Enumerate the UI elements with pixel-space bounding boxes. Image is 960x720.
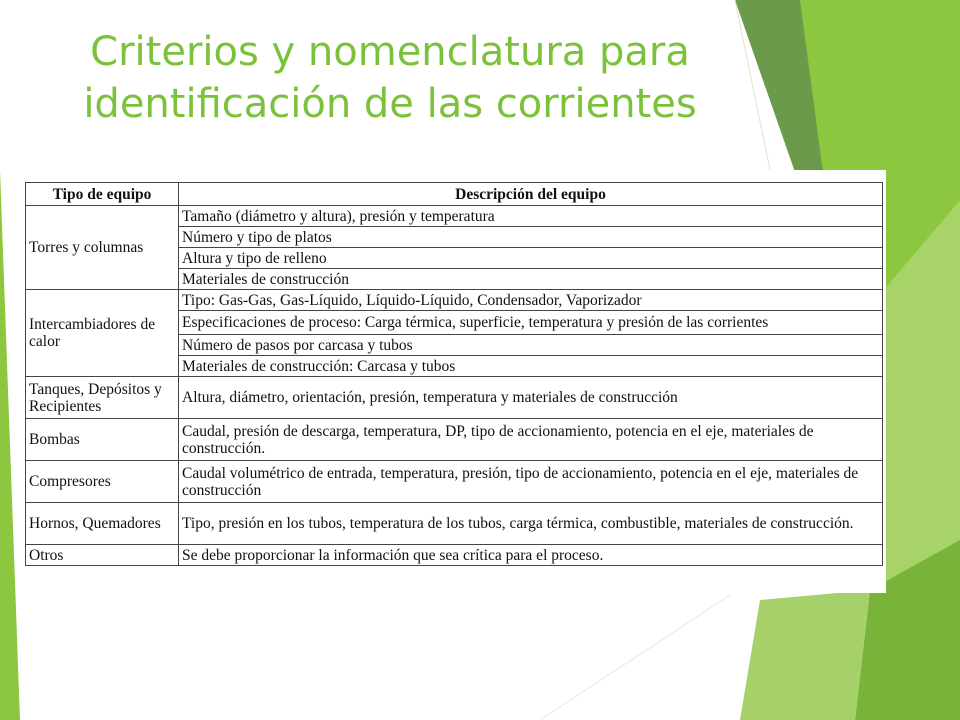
left-accent-stripe	[0, 170, 20, 720]
equipment-type-cell: Otros	[26, 545, 179, 566]
equipment-type-cell: Tanques, Depósitos y Recipientes	[26, 377, 179, 419]
equipment-type-cell: Bombas	[26, 419, 179, 461]
table-row	[26, 419, 883, 461]
table-row	[26, 206, 883, 227]
description-cell: Número y tipo de platos	[179, 227, 883, 248]
description-cell: Altura, diámetro, orientación, presión, temperatura y materiales de construcción	[179, 377, 883, 419]
right-facet-shade	[740, 590, 870, 720]
equipment-table-panel	[22, 170, 886, 593]
decor-line	[540, 595, 730, 720]
table-row	[26, 290, 883, 311]
description-cell: Altura y tipo de relleno	[179, 248, 883, 269]
table-row	[26, 545, 883, 566]
description-cell: Caudal, presión de descarga, temperatura, DP, tipo de accionamiento, potencia en el eje, materiales de construcción.	[179, 419, 883, 461]
table-row	[26, 503, 883, 545]
table-row	[26, 377, 883, 419]
description-cell: Número de pasos por carcasa y tubos	[179, 335, 883, 356]
slide-title-line-2: identificación de las corrientes	[83, 81, 697, 127]
equipment-type-cell: Intercambiadores de calor	[26, 290, 179, 377]
equipment-type-cell: Hornos, Quemadores	[26, 503, 179, 545]
description-cell: Tipo: Gas-Gas, Gas-Líquido, Líquido-Líquido, Condensador, Vaporizador	[179, 290, 883, 311]
equipment-type-cell: Compresores	[26, 461, 179, 503]
header-equipment-description: Descripción del equipo	[179, 183, 883, 206]
description-cell: Materiales de construcción	[179, 269, 883, 290]
slide-title-line-1: Criterios y nomenclatura para	[90, 29, 690, 75]
slide-title	[40, 26, 740, 130]
description-cell: Tipo, presión en los tubos, temperatura de los tubos, carga térmica, combustible, materiales de construcción.	[179, 503, 883, 545]
description-cell: Materiales de construcción: Carcasa y tubos	[179, 356, 883, 377]
description-cell: Especificaciones de proceso: Carga térmica, superficie, temperatura y presión de las corrientes	[179, 311, 883, 335]
description-cell: Se debe proporcionar la información que sea crítica para el proceso.	[179, 545, 883, 566]
description-cell: Tamaño (diámetro y altura), presión y temperatura	[179, 206, 883, 227]
header-equipment-type: Tipo de equipo	[26, 183, 179, 206]
table-header-row	[26, 183, 883, 206]
table-row	[26, 461, 883, 503]
equipment-type-cell: Torres y columnas	[26, 206, 179, 290]
description-cell: Caudal volumétrico de entrada, temperatura, presión, tipo de accionamiento, potencia en el eje, materiales de construcción	[179, 461, 883, 503]
equipment-table	[25, 182, 883, 566]
